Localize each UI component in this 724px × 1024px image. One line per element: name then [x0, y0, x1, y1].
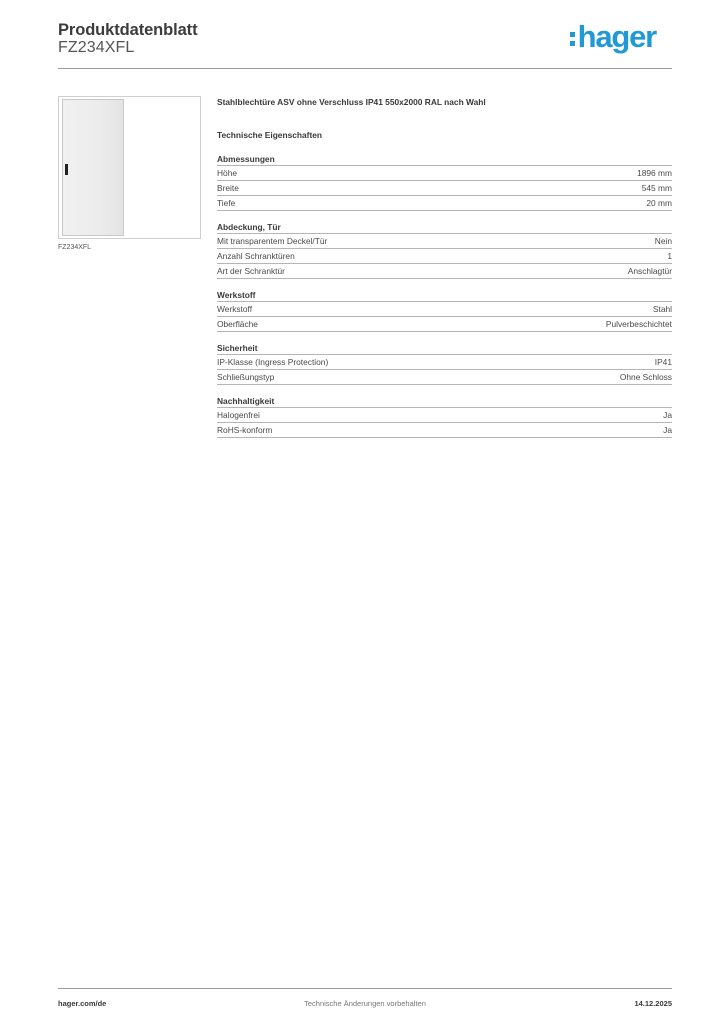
spec-value: Ja — [663, 410, 672, 420]
spec-row — [217, 408, 672, 423]
spec-value: 1 — [667, 251, 672, 261]
spec-value: Ja — [663, 425, 672, 435]
spec-label: IP-Klasse (Ingress Protection) — [217, 357, 329, 367]
page-header — [58, 20, 672, 68]
spec-value: Anschlagtür — [627, 266, 672, 276]
spec-row — [217, 370, 672, 385]
spec-value: Ohne Schloss — [619, 372, 672, 382]
spec-row — [217, 249, 672, 264]
door-handle-icon — [65, 164, 68, 175]
spec-label: Anzahl Schranktüren — [217, 251, 295, 261]
logo-colon-icon — [570, 30, 575, 48]
spec-label: RoHS-konform — [217, 425, 273, 435]
section-title: Nachhaltigkeit — [217, 396, 672, 408]
spec-section — [217, 343, 672, 385]
spec-row — [217, 355, 672, 370]
spec-row — [217, 234, 672, 249]
document-title: Produktdatenblatt — [58, 21, 198, 39]
spec-label: Schließungstyp — [217, 372, 275, 382]
spec-heading: Technische Eigenschaften — [217, 130, 323, 140]
spec-section — [217, 154, 672, 211]
footer-date: 14.12.2025 — [634, 999, 672, 1008]
spec-content — [217, 96, 672, 438]
page-footer — [58, 988, 672, 1015]
spec-row — [217, 166, 672, 181]
header-divider — [58, 68, 672, 69]
spec-value: Nein — [654, 236, 672, 246]
spec-label: Höhe — [217, 168, 238, 178]
section-title: Werkstoff — [217, 290, 672, 302]
spec-value: IP41 — [654, 357, 672, 367]
product-code: FZ234XFL — [58, 39, 135, 56]
spec-row — [217, 302, 672, 317]
product-description: Stahlblechtüre ASV ohne Verschluss IP41 550x2000 RAL nach Wahl — [217, 97, 486, 107]
footer-website-link[interactable]: hager.com/de — [58, 999, 107, 1008]
section-title: Sicherheit — [217, 343, 672, 355]
spec-section — [217, 222, 672, 279]
spec-value: Stahl — [652, 304, 672, 314]
spec-label: Tiefe — [217, 198, 236, 208]
spec-row — [217, 423, 672, 438]
spec-row — [217, 317, 672, 332]
spec-sections — [217, 154, 672, 438]
spec-label: Halogenfrei — [217, 410, 260, 420]
door-panel-icon — [62, 99, 124, 236]
spec-label: Art der Schranktür — [217, 266, 285, 276]
spec-value: 20 mm — [646, 198, 672, 208]
section-title: Abmessungen — [217, 154, 672, 166]
footer-divider — [58, 988, 672, 989]
spec-row — [217, 264, 672, 279]
hager-logo — [570, 20, 656, 54]
footer-notice: Technische Änderungen vorbehalten — [304, 999, 426, 1008]
spec-value: 545 mm — [641, 183, 672, 193]
product-image-caption: FZ234XFL — [58, 244, 92, 251]
spec-row — [217, 181, 672, 196]
section-title: Abdeckung, Tür — [217, 222, 672, 234]
spec-label: Werkstoff — [217, 304, 253, 314]
spec-label: Oberfläche — [217, 319, 258, 329]
spec-label: Mit transparentem Deckel/Tür — [217, 236, 328, 246]
spec-value: 1896 mm — [637, 168, 672, 178]
spec-section — [217, 396, 672, 438]
spec-label: Breite — [217, 183, 239, 193]
spec-row — [217, 196, 672, 211]
spec-section — [217, 290, 672, 332]
spec-value: Pulverbeschichtet — [605, 319, 672, 329]
product-image — [58, 96, 201, 239]
logo-text: hager — [577, 19, 656, 54]
